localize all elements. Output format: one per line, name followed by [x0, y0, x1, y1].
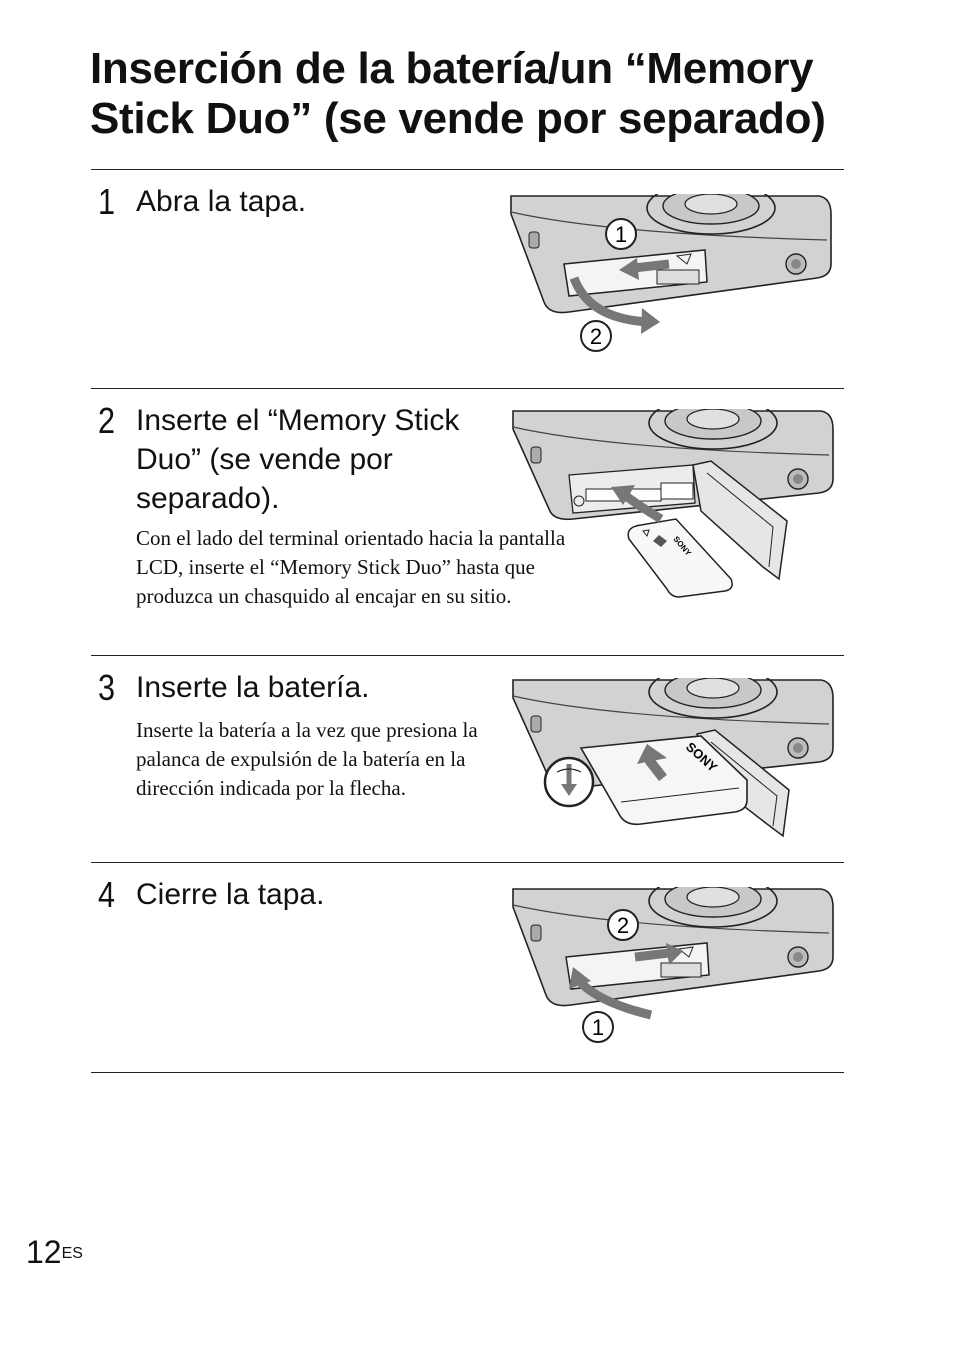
page-number	[26, 1234, 83, 1270]
step-heading: Abra la tapa.	[136, 185, 307, 218]
step-2	[91, 391, 844, 655]
page-number-value: 12	[26, 1234, 62, 1270]
step-description: Inserte la batería a la vez que presiona la palanca de expulsión de la batería en la dirección indicada por la flecha.	[136, 718, 478, 800]
callout-label: 2	[616, 913, 630, 938]
divider	[91, 1072, 844, 1073]
step-heading: Cierre la tapa.	[136, 878, 325, 911]
callout-label: 2	[589, 324, 603, 349]
divider	[91, 655, 844, 656]
step-number: 4	[98, 874, 116, 915]
page-title	[90, 44, 890, 144]
camera-open-cover-illustration	[509, 194, 839, 364]
step-3	[91, 658, 844, 862]
camera-close-cover-illustration	[511, 887, 841, 1049]
divider	[91, 169, 844, 170]
step-number: 2	[98, 400, 116, 441]
page-language-code: ES	[61, 1245, 83, 1262]
callout-label: 1	[591, 1015, 605, 1040]
step-number: 3	[98, 667, 116, 708]
battery-insert-illustration	[511, 678, 841, 840]
step-1	[91, 172, 844, 388]
title-line-1: Inserción de la batería/un “Memory	[90, 44, 814, 93]
card-brand: SONY	[671, 534, 693, 558]
divider	[91, 388, 844, 389]
step-heading: Inserte el “Memory Stick Duo” (se vende por separado).	[136, 404, 460, 515]
callout-label: 1	[614, 222, 628, 247]
memory-stick-insert-illustration	[511, 409, 841, 599]
battery-brand: SONY	[682, 739, 721, 775]
step-heading: Inserte la batería.	[136, 671, 370, 704]
step-number: 1	[98, 181, 116, 222]
title-line-2: Stick Duo” (se vende por separado)	[90, 94, 826, 143]
step-description: Con el lado del terminal orientado hacia la pantalla LCD, inserte el “Memory Stick Duo” hasta que produzca un chasquido al encajar en su sitio.	[136, 526, 566, 608]
divider	[91, 862, 844, 863]
step-4	[91, 865, 844, 1072]
